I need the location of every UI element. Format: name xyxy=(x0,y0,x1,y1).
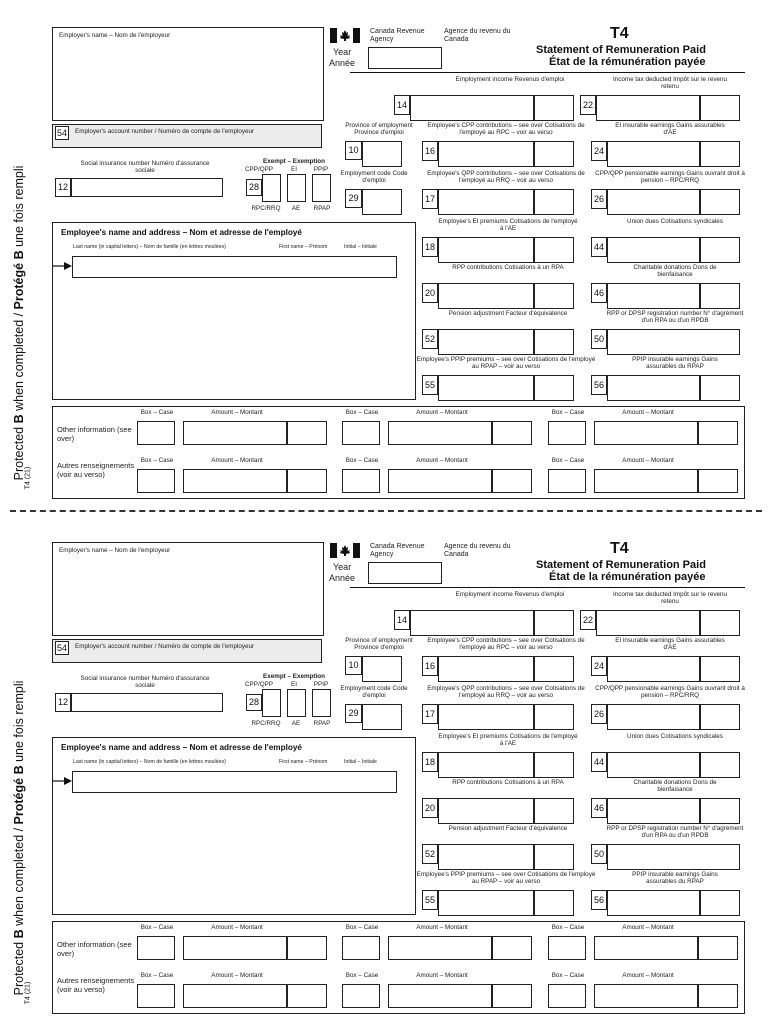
pensionable-earnings-field[interactable] xyxy=(607,704,700,730)
employer-account-field[interactable] xyxy=(52,124,322,148)
box-22-number: 22 xyxy=(580,610,596,630)
rpp-contrib-cents[interactable] xyxy=(534,283,574,309)
ei-label: EI xyxy=(291,681,297,688)
other-box-code-field[interactable] xyxy=(342,984,380,1008)
box-case-label: Box – Case xyxy=(551,409,585,416)
other-amount-field[interactable] xyxy=(388,984,492,1008)
box-54-label: Employer's account number / Numéro de compte de l'employeur xyxy=(75,128,255,135)
box-24-label: EI insurable earnings Gains assurables d'AE xyxy=(615,637,725,652)
box-54-number: 54 xyxy=(56,643,67,653)
ppip-label: PPIP xyxy=(313,166,329,173)
box-10-number: 10 xyxy=(345,141,362,160)
form-id: T4 (21) xyxy=(24,466,32,490)
protected-b-banner xyxy=(3,125,35,505)
amount-label: Amount – Montant xyxy=(211,924,263,931)
other-box-code-field[interactable] xyxy=(548,936,586,960)
cpp-contrib-cents[interactable] xyxy=(534,141,574,167)
ppip-premiums-cents[interactable] xyxy=(534,375,574,401)
employer-name-label: Employer's name – Nom de l'employeur xyxy=(59,547,171,554)
ppip-earnings-field[interactable] xyxy=(607,375,700,401)
box-44-number: 44 xyxy=(591,752,607,772)
box-29-label: Employment code Code d'emploi xyxy=(340,685,408,700)
box-12-label: Social insurance number Numéro d'assurance sociale xyxy=(80,675,210,690)
box-26-label: CPP/QPP pensionable earnings Gains ouvrant droit à pension – RPC/RRQ xyxy=(595,685,745,700)
year-field[interactable] xyxy=(368,562,442,584)
other-info-en: Other information (see over) xyxy=(57,940,132,958)
other-box-code-field[interactable] xyxy=(137,984,175,1008)
union-dues-field[interactable] xyxy=(607,237,700,263)
amount-label: Amount – Montant xyxy=(622,457,674,464)
box-55-number: 55 xyxy=(422,890,438,910)
form-title-fr: État de la rémunération payée xyxy=(549,571,706,583)
box-52-label: Pension adjustment Facteur d'équivalence xyxy=(448,825,568,832)
protected-b-banner xyxy=(3,640,35,1020)
firstname-label: First name – Prénom xyxy=(279,759,328,765)
union-dues-cents[interactable] xyxy=(700,752,740,778)
other-box-code-field[interactable] xyxy=(137,936,175,960)
other-amount-cents[interactable] xyxy=(492,421,532,445)
box-50-number: 50 xyxy=(591,329,607,349)
other-amount-field[interactable] xyxy=(388,421,492,445)
other-amount-field[interactable] xyxy=(594,421,698,445)
box-20-number: 20 xyxy=(422,798,438,818)
ppip-premiums-field[interactable] xyxy=(438,375,534,401)
qpp-contrib-field[interactable] xyxy=(438,704,534,730)
other-box-code-field[interactable] xyxy=(342,469,380,493)
other-info-fr: Autres renseignements (voir au verso) xyxy=(57,461,135,479)
other-amount-cents[interactable] xyxy=(492,984,532,1008)
year-label-en: Year xyxy=(333,47,352,57)
qpp-contrib-field[interactable] xyxy=(438,189,534,215)
income-tax-field[interactable] xyxy=(596,610,700,636)
other-box-code-field[interactable] xyxy=(548,469,586,493)
box-54-label: Employer's account number / Numéro de compte de l'employeur xyxy=(75,643,255,650)
cut-line xyxy=(10,510,762,512)
other-box-code-field[interactable] xyxy=(137,421,175,445)
other-amount-cents[interactable] xyxy=(287,421,327,445)
employee-name-line[interactable] xyxy=(72,771,397,793)
rpap-label: RPAP xyxy=(313,720,331,727)
box-56-number: 56 xyxy=(591,375,607,395)
form-code: T4 xyxy=(610,540,629,557)
box-28-label: Exempt – Exemption xyxy=(263,158,325,165)
ppip-earnings-cents[interactable] xyxy=(700,890,740,916)
box-56-number: 56 xyxy=(591,890,607,910)
income-tax-cents[interactable] xyxy=(700,610,740,636)
amount-label: Amount – Montant xyxy=(416,924,468,931)
box-17-number: 17 xyxy=(422,704,438,724)
box-28-number: 28 xyxy=(246,694,262,711)
ae-label: AE xyxy=(291,205,301,212)
box-56-label: PPIP insurable earnings Gains assurables du RPAP xyxy=(632,871,718,886)
box-46-number: 46 xyxy=(591,798,607,818)
year-field[interactable] xyxy=(368,47,442,69)
form-code: T4 xyxy=(610,25,629,42)
amount-label: Amount – Montant xyxy=(416,409,468,416)
pensionable-earnings-cents[interactable] xyxy=(700,704,740,730)
t4-slip xyxy=(0,0,770,505)
box-10-label: Province of employment Province d'emploi xyxy=(345,122,413,137)
exempt-ei-checkbox[interactable] xyxy=(287,174,306,202)
amount-label: Amount – Montant xyxy=(416,972,468,979)
other-amount-field[interactable] xyxy=(388,936,492,960)
ei-earnings-field[interactable] xyxy=(607,141,700,167)
box-case-label: Box – Case xyxy=(345,457,379,464)
year-label-en: Year xyxy=(333,562,352,572)
other-amount-cents[interactable] xyxy=(287,469,327,493)
other-amount-cents[interactable] xyxy=(287,984,327,1008)
box-26-number: 26 xyxy=(591,189,607,209)
box-18-label: Employee's EI premiums Cotisations de l'employé à l'AE xyxy=(438,733,578,748)
box-case-label: Box – Case xyxy=(140,409,174,416)
lastname-label: Last name (in capital letters) – Nom de famille (en lettres moulées) xyxy=(73,244,226,250)
rpc-rrq-label: RPC/RRQ xyxy=(251,205,281,212)
other-box-code-field[interactable] xyxy=(548,984,586,1008)
box-case-label: Box – Case xyxy=(345,409,379,416)
form-id: T4 (21) xyxy=(24,981,32,1005)
qpp-contrib-cents[interactable] xyxy=(534,189,574,215)
amount-label: Amount – Montant xyxy=(622,972,674,979)
other-amount-field[interactable] xyxy=(183,421,287,445)
arrow-right-icon xyxy=(53,776,73,786)
box-case-label: Box – Case xyxy=(551,972,585,979)
donations-field[interactable] xyxy=(607,283,700,309)
box-24-number: 24 xyxy=(591,141,607,161)
amount-label: Amount – Montant xyxy=(416,457,468,464)
rpp-registration-field[interactable] xyxy=(607,329,740,355)
employment-code-field[interactable] xyxy=(362,189,402,215)
box-case-label: Box – Case xyxy=(551,457,585,464)
box-12-number: 12 xyxy=(55,178,71,197)
other-amount-field[interactable] xyxy=(183,984,287,1008)
box-12-label: Social insurance number Numéro d'assurance sociale xyxy=(80,160,210,175)
box-52-number: 52 xyxy=(422,844,438,864)
box-14-label: Employment income Revenus d'emploi xyxy=(455,76,565,83)
rpp-registration-field[interactable] xyxy=(607,844,740,870)
other-amount-cents[interactable] xyxy=(287,936,327,960)
ppip-earnings-field[interactable] xyxy=(607,890,700,916)
box-18-number: 18 xyxy=(422,237,438,257)
amount-label: Amount – Montant xyxy=(622,409,674,416)
other-amount-cents[interactable] xyxy=(698,984,738,1008)
province-field[interactable] xyxy=(362,656,402,682)
box-29-number: 29 xyxy=(345,189,362,208)
box-20-label: RPP contributions Cotisations à un RPA xyxy=(452,264,564,271)
box-29-number: 29 xyxy=(345,704,362,723)
rpp-contrib-field[interactable] xyxy=(438,283,534,309)
box-54-number: 54 xyxy=(56,128,67,138)
rpap-label: RPAP xyxy=(313,205,331,212)
box-50-label: RPP or DPSP registration number N° d'agrément d'un RPA ou d'un RPDB xyxy=(606,825,744,840)
exempt-ppip-checkbox[interactable] xyxy=(312,689,331,717)
box-56-label: PPIP insurable earnings Gains assurables du RPAP xyxy=(632,356,718,371)
box-55-number: 55 xyxy=(422,375,438,395)
union-dues-field[interactable] xyxy=(607,752,700,778)
year-label-fr: Année xyxy=(329,58,356,68)
firstname-label: First name – Prénom xyxy=(279,244,328,250)
other-amount-field[interactable] xyxy=(183,469,287,493)
form-title-en: Statement of Remuneration Paid xyxy=(536,44,706,56)
employee-heading: Employee's name and address – Nom et adresse de l'employé xyxy=(61,743,302,752)
box-case-label: Box – Case xyxy=(140,924,174,931)
form-title-fr: État de la rémunération payée xyxy=(549,56,706,68)
employee-name-line[interactable] xyxy=(72,256,397,278)
exempt-ei-checkbox[interactable] xyxy=(287,689,306,717)
income-tax-field[interactable] xyxy=(596,95,700,121)
employee-name-address-field[interactable] xyxy=(52,737,416,915)
other-amount-field[interactable] xyxy=(388,469,492,493)
protected-b-text: Protected B when completed / Protégé B une fois rempli xyxy=(12,680,26,996)
box-case-label: Box – Case xyxy=(551,924,585,931)
box-46-label: Charitable donations Dons de bienfaisance xyxy=(633,779,717,794)
box-17-label: Employee's QPP contributions – see over Cotisations de l'employé au RRQ – voir au verso xyxy=(427,170,585,185)
employment-income-cents[interactable] xyxy=(534,610,574,636)
employee-heading: Employee's name and address – Nom et adresse de l'employé xyxy=(61,228,302,237)
cpp-qpp-label: CPP/QPP xyxy=(245,681,273,688)
amount-label: Amount – Montant xyxy=(211,457,263,464)
box-16-number: 16 xyxy=(422,141,438,161)
other-box-code-field[interactable] xyxy=(137,469,175,493)
box-case-label: Box – Case xyxy=(140,457,174,464)
employer-account-field[interactable] xyxy=(52,639,322,663)
box-16-label: Employee's CPP contributions – see over Cotisations de l'employé au RPC – voir au verso xyxy=(427,637,585,652)
ei-premiums-field[interactable] xyxy=(438,237,534,263)
other-box-code-field[interactable] xyxy=(548,421,586,445)
employment-income-field[interactable] xyxy=(410,95,534,121)
exempt-cpp-checkbox[interactable] xyxy=(262,689,281,717)
box-55-label: Employee's PPIP premiums – see over Cotisations de l'employé au RPAP – voir au verso xyxy=(416,356,596,371)
cpp-qpp-label: CPP/QPP xyxy=(245,166,273,173)
other-amount-cents[interactable] xyxy=(492,936,532,960)
t4-slip xyxy=(0,515,770,1020)
box-28-label: Exempt – Exemption xyxy=(263,673,325,680)
sin-field[interactable] xyxy=(71,178,223,197)
ei-earnings-cents[interactable] xyxy=(700,141,740,167)
pension-adj-field[interactable] xyxy=(438,844,534,870)
cpp-contrib-cents[interactable] xyxy=(534,656,574,682)
box-14-label: Employment income Revenus d'emploi xyxy=(455,591,565,598)
other-amount-field[interactable] xyxy=(594,936,698,960)
box-52-number: 52 xyxy=(422,329,438,349)
box-44-label: Union dues Cotisations syndicales xyxy=(627,733,723,740)
box-14-number: 14 xyxy=(394,610,410,630)
other-amount-cents[interactable] xyxy=(698,469,738,493)
initial-label: Initial – Initiale xyxy=(344,759,377,765)
box-22-number: 22 xyxy=(580,95,596,115)
other-amount-cents[interactable] xyxy=(698,936,738,960)
pension-adj-cents[interactable] xyxy=(534,329,574,355)
employer-name-label: Employer's name – Nom de l'employeur xyxy=(59,32,171,39)
box-16-label: Employee's CPP contributions – see over Cotisations de l'employé au RPC – voir au verso xyxy=(427,122,585,137)
union-dues-cents[interactable] xyxy=(700,237,740,263)
rpc-rrq-label: RPC/RRQ xyxy=(251,720,281,727)
box-10-number: 10 xyxy=(345,656,362,675)
box-12-number: 12 xyxy=(55,693,71,712)
ei-premiums-field[interactable] xyxy=(438,752,534,778)
ei-earnings-cents[interactable] xyxy=(700,656,740,682)
ei-label: EI xyxy=(291,166,297,173)
pension-adj-cents[interactable] xyxy=(534,844,574,870)
box-18-number: 18 xyxy=(422,752,438,772)
lastname-label: Last name (in capital letters) – Nom de famille (en lettres moulées) xyxy=(73,759,226,765)
box-22-label: Income tax deducted Impôt sur le revenu retenu xyxy=(612,76,728,91)
pensionable-earnings-field[interactable] xyxy=(607,189,700,215)
box-14-number: 14 xyxy=(394,95,410,115)
other-box-code-field[interactable] xyxy=(342,421,380,445)
canada-flag-icon xyxy=(330,543,360,558)
rpp-contrib-field[interactable] xyxy=(438,798,534,824)
box-50-label: RPP or DPSP registration number N° d'agrément d'un RPA ou d'un RPDB xyxy=(606,310,744,325)
ae-label: AE xyxy=(291,720,301,727)
other-box-code-field[interactable] xyxy=(342,936,380,960)
donations-cents[interactable] xyxy=(700,283,740,309)
employee-name-address-field[interactable] xyxy=(52,222,416,400)
box-26-label: CPP/QPP pensionable earnings Gains ouvrant droit à pension – RPC/RRQ xyxy=(595,170,745,185)
income-tax-cents[interactable] xyxy=(700,95,740,121)
employer-name-field[interactable] xyxy=(52,542,324,636)
other-info-en: Other information (see over) xyxy=(57,425,132,443)
box-46-label: Charitable donations Dons de bienfaisance xyxy=(633,264,717,279)
ei-premiums-cents[interactable] xyxy=(534,237,574,263)
header-rule xyxy=(350,72,745,73)
box-24-number: 24 xyxy=(591,656,607,676)
box-case-label: Box – Case xyxy=(140,972,174,979)
box-16-number: 16 xyxy=(422,656,438,676)
ppip-earnings-cents[interactable] xyxy=(700,375,740,401)
ppip-premiums-cents[interactable] xyxy=(534,890,574,916)
other-info-fr: Autres renseignements (voir au verso) xyxy=(57,976,135,994)
employer-name-field[interactable] xyxy=(52,27,324,121)
donations-cents[interactable] xyxy=(700,798,740,824)
protected-b-text: Protected B when completed / Protégé B une fois rempli xyxy=(12,165,26,481)
header-rule xyxy=(350,587,745,588)
initial-label: Initial – Initiale xyxy=(344,244,377,250)
agency-fr: Agence du revenu du Canada xyxy=(444,28,511,43)
other-amount-field[interactable] xyxy=(594,984,698,1008)
arrow-right-icon xyxy=(53,261,73,271)
amount-label: Amount – Montant xyxy=(211,972,263,979)
box-29-label: Employment code Code d'emploi xyxy=(340,170,408,185)
pensionable-earnings-cents[interactable] xyxy=(700,189,740,215)
employment-code-field[interactable] xyxy=(362,704,402,730)
ppip-label: PPIP xyxy=(313,681,329,688)
amount-label: Amount – Montant xyxy=(211,409,263,416)
employment-income-cents[interactable] xyxy=(534,95,574,121)
form-title-en: Statement of Remuneration Paid xyxy=(536,559,706,571)
donations-field[interactable] xyxy=(607,798,700,824)
year-label-fr: Année xyxy=(329,573,356,583)
box-20-label: RPP contributions Cotisations à un RPA xyxy=(452,779,564,786)
canada-flag-icon xyxy=(330,28,360,43)
box-22-label: Income tax deducted Impôt sur le revenu retenu xyxy=(612,591,728,606)
sin-field[interactable] xyxy=(71,693,223,712)
box-case-label: Box – Case xyxy=(345,972,379,979)
agency-fr: Agence du revenu du Canada xyxy=(444,543,511,558)
amount-label: Amount – Montant xyxy=(622,924,674,931)
box-28-number: 28 xyxy=(246,179,262,196)
pension-adj-field[interactable] xyxy=(438,329,534,355)
box-10-label: Province of employment Province d'emploi xyxy=(345,637,413,652)
ppip-premiums-field[interactable] xyxy=(438,890,534,916)
box-44-number: 44 xyxy=(591,237,607,257)
exempt-cpp-checkbox[interactable] xyxy=(262,174,281,202)
box-case-label: Box – Case xyxy=(345,924,379,931)
box-46-number: 46 xyxy=(591,283,607,303)
box-55-label: Employee's PPIP premiums – see over Cotisations de l'employé au RPAP – voir au verso xyxy=(416,871,596,886)
ei-premiums-cents[interactable] xyxy=(534,752,574,778)
exempt-ppip-checkbox[interactable] xyxy=(312,174,331,202)
agency-en: Canada Revenue Agency xyxy=(370,28,425,43)
box-24-label: EI insurable earnings Gains assurables d'AE xyxy=(615,122,725,137)
employment-income-field[interactable] xyxy=(410,610,534,636)
province-field[interactable] xyxy=(362,141,402,167)
box-26-number: 26 xyxy=(591,704,607,724)
rpp-contrib-cents[interactable] xyxy=(534,798,574,824)
box-17-number: 17 xyxy=(422,189,438,209)
qpp-contrib-cents[interactable] xyxy=(534,704,574,730)
box-17-label: Employee's QPP contributions – see over Cotisations de l'employé au RRQ – voir au verso xyxy=(427,685,585,700)
other-amount-field[interactable] xyxy=(594,469,698,493)
other-amount-cents[interactable] xyxy=(698,421,738,445)
other-amount-field[interactable] xyxy=(183,936,287,960)
box-50-number: 50 xyxy=(591,844,607,864)
box-18-label: Employee's EI premiums Cotisations de l'employé à l'AE xyxy=(438,218,578,233)
cpp-contrib-field[interactable] xyxy=(438,656,534,682)
box-20-number: 20 xyxy=(422,283,438,303)
box-52-label: Pension adjustment Facteur d'équivalence xyxy=(448,310,568,317)
agency-en: Canada Revenue Agency xyxy=(370,543,425,558)
box-44-label: Union dues Cotisations syndicales xyxy=(627,218,723,225)
cpp-contrib-field[interactable] xyxy=(438,141,534,167)
other-amount-cents[interactable] xyxy=(492,469,532,493)
ei-earnings-field[interactable] xyxy=(607,656,700,682)
